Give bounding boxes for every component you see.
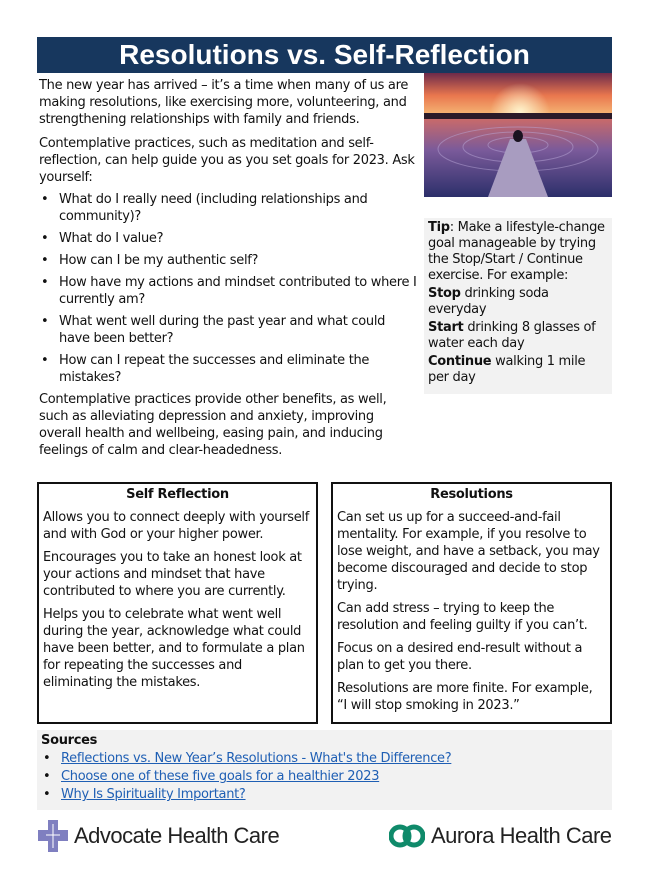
box-heading: Resolutions xyxy=(430,487,513,502)
tip-item-text: drinking soda everyday xyxy=(428,286,549,317)
aurora-rings-icon xyxy=(389,824,425,848)
list-item: • What do I value? xyxy=(39,230,418,247)
sunset-pier-photo xyxy=(424,73,612,197)
advocate-logo-text: Advocate Health Care xyxy=(74,823,280,848)
list-item xyxy=(41,750,608,768)
tip-item-keyword: Continue xyxy=(428,354,492,369)
intro-paragraph: The new year has arrived – it’s a time when many of us are making resolutions, like exercising more, volunteering, and strengthening relationships with family and friends. xyxy=(39,78,409,127)
advocate-cross-icon xyxy=(38,820,68,852)
tip-item xyxy=(428,286,608,318)
box-paragraph: Can set us up for a succeed-and-fail mentality. For example, if you resolve to lose weight, and have a setback, you may become discouraged and decide to stop trying. xyxy=(337,510,600,593)
box-paragraph: Allows you to connect deeply with yourself and with God or your higher power. xyxy=(43,510,310,542)
logo-footer xyxy=(37,818,612,862)
source-link[interactable]: Why Is Spirituality Important? xyxy=(61,787,246,802)
top-section xyxy=(37,73,612,466)
box-paragraph: Encourages you to take an honest look at your actions and mindset that have contributed to where you are currently. xyxy=(43,550,302,599)
list-item: • How can I repeat the successes and eliminate the mistakes? xyxy=(39,352,418,386)
advocate-logo xyxy=(38,818,279,854)
intro-section xyxy=(37,73,420,466)
source-link[interactable]: Reflections vs. New Year’s Resolutions - What's the Difference? xyxy=(61,751,452,766)
tip-text: : Make a lifestyle-change goal manageable by trying the Stop/Start / Continue exercise. For example: xyxy=(428,220,605,283)
tip-item-keyword: Stop xyxy=(428,286,461,301)
tip-item-text: walking 1 mile per day xyxy=(428,354,586,385)
resolutions-box xyxy=(331,482,612,724)
side-column xyxy=(424,73,612,394)
tip-item-keyword: Start xyxy=(428,320,464,335)
tip-panel xyxy=(424,218,612,394)
box-paragraph: Focus on a desired end-result without a plan to get you there. xyxy=(337,641,583,673)
page-title: Resolutions vs. Self-Reflection xyxy=(37,37,612,73)
intro-paragraph: Contemplative practices provide other benefits, as well, such as alleviating depression and anxiety, improving overall health and wellbeing, easing pain, and inducing feelings of calm and clear-headedness. xyxy=(39,392,387,458)
tip-item xyxy=(428,354,608,386)
question-list xyxy=(39,191,418,386)
list-item: • What went well during the past year and what could have been better? xyxy=(39,313,418,347)
aurora-logo-text: Aurora Health Care xyxy=(431,823,612,848)
box-paragraph: Resolutions are more finite. For example, “I will stop smoking in 2023.” xyxy=(337,681,593,713)
list-item: • What do I really need (including relationships and community)? xyxy=(39,191,418,225)
list-item xyxy=(41,786,608,804)
self-reflection-box xyxy=(37,482,318,724)
box-paragraph: Helps you to celebrate what went well during the year, acknowledge what could have been better, and to formulate a plan for repeating the successes and eliminating the mistakes. xyxy=(43,607,305,690)
box-heading: Self Reflection xyxy=(126,487,229,502)
tip-item xyxy=(428,320,608,352)
list-item: • How can I be my authentic self? xyxy=(39,252,418,269)
sources-heading: Sources xyxy=(41,733,98,748)
tip-item-text: drinking 8 glasses of water each day xyxy=(428,320,596,351)
list-item xyxy=(41,768,608,786)
box-paragraph: Can add stress – trying to keep the resolution and feeling guilty if you can’t. xyxy=(337,601,588,633)
list-item: • How have my actions and mindset contributed to where I currently am? xyxy=(39,274,418,308)
tip-label: Tip xyxy=(428,220,450,235)
aurora-logo xyxy=(389,818,612,854)
source-link[interactable]: Choose one of these five goals for a healthier 2023 xyxy=(61,769,380,784)
sources-panel xyxy=(37,730,612,810)
comparison-boxes xyxy=(37,482,612,724)
intro-paragraph: Contemplative practices, such as meditation and self-reflection, can help guide you as you set goals for 2023. Ask yourself: xyxy=(39,136,415,185)
